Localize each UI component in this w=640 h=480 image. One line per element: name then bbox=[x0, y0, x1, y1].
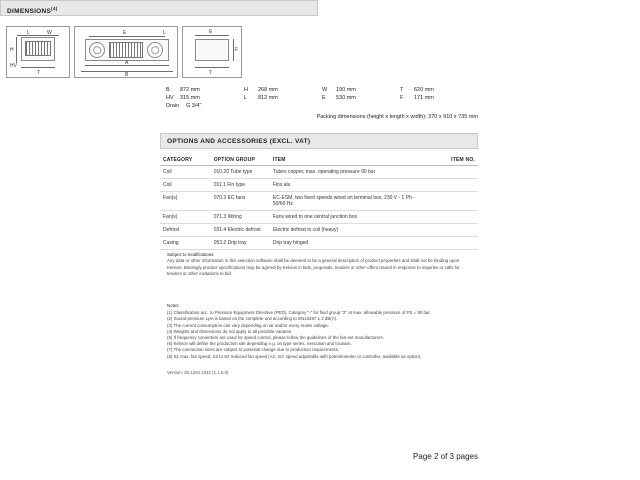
dim-key: L bbox=[244, 95, 248, 101]
option-group-code: 010.20 bbox=[213, 169, 229, 175]
label-HV: HV bbox=[10, 63, 17, 69]
cell-option-group bbox=[211, 179, 270, 192]
column-header-category: CATEGORY bbox=[160, 155, 211, 166]
dim-value-row bbox=[166, 86, 238, 94]
table-row bbox=[160, 179, 478, 192]
dim-value-row bbox=[322, 86, 394, 94]
column-header-option-group: OPTION GROUP bbox=[211, 155, 270, 166]
table-row bbox=[160, 192, 478, 211]
note-line: (4) Weights and dimensions do not apply to all possible variants. bbox=[167, 328, 293, 334]
note-line: (5) If frequency converters are used for speed control, please follow the guidelines of the fan-set manufacturers. bbox=[167, 335, 384, 341]
cell-option-group bbox=[211, 211, 270, 224]
cell-category: Casing bbox=[160, 237, 211, 250]
note-line: (7) The connection sizes are subject to potential change due to production requirements. bbox=[167, 347, 339, 353]
note-line: (1) Classification acc. to Pressure Equipment Directive (PED). Category "-" for fluid group "2" at max. allowable pressure of PS = 90 bar. bbox=[167, 310, 431, 316]
table-header-row bbox=[160, 155, 478, 166]
cell-category: Fan(s) bbox=[160, 192, 211, 211]
dim-line-T-side bbox=[195, 67, 229, 68]
option-group-code: 071.3 bbox=[213, 214, 227, 220]
option-group-code: 011.1 bbox=[213, 182, 226, 188]
legal-disclaimer bbox=[167, 252, 471, 278]
option-group-code: 070.3 bbox=[213, 195, 227, 201]
dim-value-row bbox=[244, 86, 316, 94]
dim-key: W bbox=[322, 87, 328, 93]
dim-line-top-left bbox=[17, 35, 59, 36]
dim-key: F bbox=[400, 95, 404, 101]
dim-value: G 3/4" bbox=[186, 103, 202, 109]
dim-value: 872 mm bbox=[180, 87, 200, 93]
page-footer: Page 2 of 3 pages bbox=[413, 452, 478, 461]
cell-item-no bbox=[425, 192, 478, 211]
dim-line-bottom-left bbox=[21, 67, 55, 68]
option-group-code: 053.2 bbox=[213, 240, 227, 246]
table-row bbox=[160, 166, 478, 179]
option-group-name: Tube type bbox=[230, 169, 253, 175]
cell-option-group bbox=[211, 237, 270, 250]
cell-category: Defrost bbox=[160, 224, 211, 237]
drawing-side-view bbox=[182, 26, 242, 78]
cell-category: Fan(s) bbox=[160, 211, 211, 224]
cell-category: Coil bbox=[160, 166, 211, 179]
fan-circle-1 bbox=[89, 42, 105, 58]
option-group-name: Wiring bbox=[227, 214, 242, 220]
note-line: (8) S1 max. fan speed, S2 to S4 reduced fan speed (AC, EC speed adjustable with potentiometer or controller, available as option). bbox=[167, 353, 422, 359]
dim-value: 812 mm bbox=[258, 95, 278, 101]
dim-line-height-left bbox=[16, 37, 17, 63]
coil-block-left bbox=[25, 41, 51, 56]
label-E-side: E bbox=[209, 29, 213, 35]
options-table bbox=[160, 155, 478, 250]
dim-value: 268 mm bbox=[258, 87, 278, 93]
dim-line-E-front bbox=[89, 36, 165, 37]
column-header-item-no: ITEM NO. bbox=[425, 155, 478, 166]
dimensions-title-footnote: (4) bbox=[51, 6, 58, 11]
dim-key: HV bbox=[166, 95, 174, 101]
label-E-front: E bbox=[123, 30, 127, 36]
dim-key: T bbox=[400, 87, 404, 93]
dim-line-E-side bbox=[195, 35, 229, 36]
notes-block bbox=[167, 303, 471, 360]
dim-value: 315 mm bbox=[180, 95, 200, 101]
cell-item: Electric defrost in coil (heavy) bbox=[270, 224, 425, 237]
note-line: (3) The current consumption can vary depending on air and/or every mains voltage. bbox=[167, 322, 329, 328]
options-section-header: OPTIONS AND ACCESSORIES (EXCL. VAT) bbox=[160, 133, 478, 149]
option-group-name: Electric defrost bbox=[227, 227, 261, 233]
table-row bbox=[160, 237, 478, 250]
label-L-front: L bbox=[163, 30, 166, 36]
cell-item-no bbox=[425, 224, 478, 237]
dim-key: Drain bbox=[166, 103, 180, 109]
cell-item: Tubes copper, max. operating pressure 90 bar bbox=[270, 166, 425, 179]
dim-value: 171 mm bbox=[414, 95, 434, 101]
dim-value: 620 mm bbox=[414, 87, 434, 93]
packing-dimensions: Packing dimensions (height x length x width): 370 x 910 x 735 mm bbox=[316, 114, 478, 120]
dim-key: E bbox=[322, 95, 326, 101]
cell-item: Drip tray hinged bbox=[270, 237, 425, 250]
drawing-left-view bbox=[6, 26, 70, 78]
cell-item-no bbox=[425, 166, 478, 179]
dim-key: B bbox=[166, 87, 170, 93]
legal-heading: Subject to modifications. bbox=[167, 252, 215, 257]
label-B-front: B bbox=[125, 72, 129, 78]
dim-value-row bbox=[322, 94, 394, 102]
option-group-code: 031.4 bbox=[213, 227, 227, 233]
cell-option-group bbox=[211, 224, 270, 237]
option-group-name: EC fans bbox=[227, 195, 246, 201]
cell-category: Coil bbox=[160, 179, 211, 192]
label-H: H bbox=[10, 47, 14, 53]
option-group-name: Drip tray bbox=[227, 240, 247, 246]
label-L: L bbox=[27, 30, 30, 36]
label-T: T bbox=[37, 70, 41, 76]
fan-circle-2 bbox=[147, 42, 163, 58]
table-row bbox=[160, 211, 478, 224]
dimension-drawings bbox=[0, 22, 318, 84]
note-line: (2) Sound pressure LpA is based on the complete unit according to EN13487 ± 2 dB(A). bbox=[167, 316, 338, 322]
dim-value-row bbox=[166, 102, 238, 110]
column-header-item: ITEM bbox=[270, 155, 425, 166]
dim-value-row bbox=[166, 94, 238, 102]
version-text: Version: 25.1204.1032 (1.1.5.0) bbox=[167, 370, 229, 375]
label-T-side: T bbox=[209, 70, 213, 76]
label-A-front: A bbox=[125, 60, 129, 66]
dim-value: 190 mm bbox=[336, 87, 356, 93]
dimensions-section-header bbox=[0, 0, 318, 16]
table-row bbox=[160, 224, 478, 237]
dim-key: H bbox=[244, 87, 248, 93]
cell-option-group bbox=[211, 166, 270, 179]
label-W: W bbox=[47, 30, 52, 36]
cell-item: Fans wired to one central junction box bbox=[270, 211, 425, 224]
cell-item-no bbox=[425, 179, 478, 192]
dim-value: 530 mm bbox=[336, 95, 356, 101]
drawing-front-view bbox=[74, 26, 178, 78]
cell-item-no bbox=[425, 237, 478, 250]
dimensions-title: DIMENSIONS bbox=[7, 8, 52, 16]
dim-line-F-side bbox=[233, 39, 234, 61]
legal-body: Any data or other information in this selection software shall be deemed to be a general description of product properties and shall not be binding upon Kelvion. Bindingly product specifications may be agreed by Kelvion in bids, proposals, tenders or other offers issued in response to inquiries or calls for tenders or other invitations to bid. bbox=[167, 258, 460, 277]
cell-option-group bbox=[211, 192, 270, 211]
coil-block-front bbox=[109, 42, 143, 58]
label-F-side: F bbox=[235, 47, 239, 53]
note-line: (6) Kelvion will define the production site depending e.g. on type series, execution and location. bbox=[167, 341, 352, 347]
unit-body-side bbox=[195, 39, 229, 61]
dim-value-row bbox=[400, 86, 472, 94]
option-group-name: Fin type bbox=[227, 182, 246, 188]
cell-item-no bbox=[425, 211, 478, 224]
dim-value-row bbox=[244, 94, 316, 102]
notes-title: Notes: bbox=[167, 303, 180, 308]
dim-value-row bbox=[400, 94, 472, 102]
cell-item: EC-ESM, two fixed speeds wired on terminal box, 230 V - 1 Ph - 50/60 Hz bbox=[270, 192, 425, 211]
cell-item: Fins alu bbox=[270, 179, 425, 192]
